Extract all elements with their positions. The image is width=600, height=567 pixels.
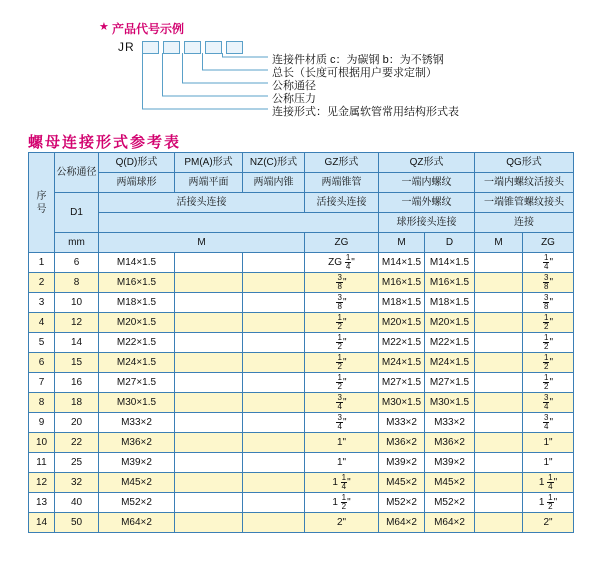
cell-q-form: M27×1.5 xyxy=(99,373,175,393)
cell-pm-form xyxy=(175,353,243,373)
header-qg-form: QG形式 xyxy=(475,153,574,173)
cell-nz-form xyxy=(243,373,305,393)
cell-seq: 6 xyxy=(29,353,55,373)
header-unit-m: M xyxy=(99,233,305,253)
cell-qg-m xyxy=(475,273,523,293)
cell-nz-form xyxy=(243,353,305,373)
callout-connection-type: 连接形式：见金属软管常用结构形式表 xyxy=(272,106,459,118)
table-row xyxy=(29,413,574,433)
cell-q-form: M14×1.5 xyxy=(99,253,175,273)
header-q-sub2: 活接头连接 xyxy=(99,193,305,213)
cell-nz-form xyxy=(243,253,305,273)
cell-gz-form: 1" xyxy=(305,433,379,453)
cell-seq: 14 xyxy=(29,513,55,533)
cell-qz-m: M22×1.5 xyxy=(379,333,425,353)
cell-seq: 12 xyxy=(29,473,55,493)
table-row xyxy=(29,433,574,453)
cell-gz-form: 2" xyxy=(305,513,379,533)
cell-gz-form: $\frac{1}{2}$ " xyxy=(305,373,379,393)
cell-nz-form xyxy=(243,473,305,493)
cell-qg-zg: $\frac{3}{4}$ " xyxy=(523,413,574,433)
page-title: 螺母连接形式参考表 xyxy=(28,134,182,151)
table-row xyxy=(29,373,574,393)
header-nz-sub1: 两端内锥 xyxy=(243,173,305,193)
cell-qz-d: M36×2 xyxy=(425,433,475,453)
cell-qz-m: M14×1.5 xyxy=(379,253,425,273)
header-unit-d: D xyxy=(425,233,475,253)
cell-nominal-diameter: 16 xyxy=(55,373,99,393)
callout-material: 连接件材质 c：为碳钢 b：为不锈钢 xyxy=(272,54,444,66)
nut-connection-reference-table xyxy=(28,152,573,533)
cell-qz-m: M52×2 xyxy=(379,493,425,513)
cell-qg-m xyxy=(475,373,523,393)
header-qg-sub2: 一端锥管螺纹接头 xyxy=(475,193,574,213)
table-body xyxy=(29,253,574,533)
cell-gz-form: $\frac{3}{4}$ " xyxy=(305,413,379,433)
cell-gz-form: 1 $\frac{1}{2}$ " xyxy=(305,493,379,513)
cell-qz-d: M52×2 xyxy=(425,493,475,513)
cell-nominal-diameter: 15 xyxy=(55,353,99,373)
cell-qz-d: M64×2 xyxy=(425,513,475,533)
cell-nominal-diameter: 8 xyxy=(55,273,99,293)
cell-q-form: M64×2 xyxy=(99,513,175,533)
cell-nominal-diameter: 25 xyxy=(55,453,99,473)
header-row-2 xyxy=(29,173,574,193)
cell-nz-form xyxy=(243,313,305,333)
legend-title: 产品代号示例 xyxy=(112,22,185,36)
cell-nominal-diameter: 20 xyxy=(55,413,99,433)
cell-qg-zg: $\frac{3}{4}$ " xyxy=(523,393,574,413)
cell-qg-zg: $\frac{1}{2}$ " xyxy=(523,353,574,373)
cell-qg-m xyxy=(475,433,523,453)
cell-seq: 13 xyxy=(29,493,55,513)
cell-q-form: M22×1.5 xyxy=(99,333,175,353)
cell-qg-m xyxy=(475,253,523,273)
cell-pm-form xyxy=(175,273,243,293)
header-unit-mm: mm xyxy=(55,233,99,253)
cell-qz-d: M14×1.5 xyxy=(425,253,475,273)
cell-qg-m xyxy=(475,413,523,433)
cell-seq: 8 xyxy=(29,393,55,413)
header-unit-m2: M xyxy=(379,233,425,253)
cell-nz-form xyxy=(243,453,305,473)
cell-q-form: M52×2 xyxy=(99,493,175,513)
header-pm-form: PM(A)形式 xyxy=(175,153,243,173)
cell-nominal-diameter: 14 xyxy=(55,333,99,353)
cell-pm-form xyxy=(175,413,243,433)
header-nz-form: NZ(C)形式 xyxy=(243,153,305,173)
header-d1: D1 xyxy=(55,193,99,233)
cell-qz-d: M30×1.5 xyxy=(425,393,475,413)
cell-seq: 7 xyxy=(29,373,55,393)
cell-q-form: M36×2 xyxy=(99,433,175,453)
header-gz-sub2: 活接头连接 xyxy=(305,193,379,213)
cell-pm-form xyxy=(175,473,243,493)
table-row xyxy=(29,253,574,273)
cell-qz-m: M64×2 xyxy=(379,513,425,533)
table-row xyxy=(29,273,574,293)
table-row xyxy=(29,353,574,373)
cell-qg-m xyxy=(475,353,523,373)
header-q-sub1: 两端球形 xyxy=(99,173,175,193)
cell-gz-form: 1" xyxy=(305,453,379,473)
cell-seq: 9 xyxy=(29,413,55,433)
header-qz-sub2: 一端外螺纹 xyxy=(379,193,475,213)
table-row xyxy=(29,473,574,493)
cell-nz-form xyxy=(243,273,305,293)
cell-pm-form xyxy=(175,313,243,333)
data-table xyxy=(28,152,574,533)
cell-nz-form xyxy=(243,393,305,413)
table-row xyxy=(29,453,574,473)
cell-qg-m xyxy=(475,333,523,353)
cell-qg-m xyxy=(475,513,523,533)
cell-gz-form: ZG $\frac{1}{4}$ " xyxy=(305,253,379,273)
cell-qz-m: M20×1.5 xyxy=(379,313,425,333)
cell-gz-form: $\frac{1}{2}$ " xyxy=(305,353,379,373)
product-code-legend xyxy=(0,0,600,128)
cell-nz-form xyxy=(243,433,305,453)
cell-qg-m xyxy=(475,493,523,513)
cell-seq: 1 xyxy=(29,253,55,273)
cell-q-form: M24×1.5 xyxy=(99,353,175,373)
header-qg-sub3: 连接 xyxy=(475,213,574,233)
header-row-4 xyxy=(29,213,574,233)
cell-qz-d: M45×2 xyxy=(425,473,475,493)
header-seq: 序号 xyxy=(29,153,55,253)
cell-pm-form xyxy=(175,433,243,453)
cell-qg-m xyxy=(475,293,523,313)
cell-qz-m: M39×2 xyxy=(379,453,425,473)
cell-qg-m xyxy=(475,393,523,413)
callout-nominal-diameter: 公称通径 xyxy=(272,80,316,92)
cell-pm-form xyxy=(175,293,243,313)
header-row-1 xyxy=(29,153,574,173)
cell-qg-zg: 1 $\frac{1}{4}$ " xyxy=(523,473,574,493)
cell-gz-form: 1 $\frac{1}{4}$ " xyxy=(305,473,379,493)
header-unit-zg: ZG xyxy=(305,233,379,253)
table-row xyxy=(29,513,574,533)
cell-q-form: M20×1.5 xyxy=(99,313,175,333)
cell-nominal-diameter: 32 xyxy=(55,473,99,493)
cell-seq: 2 xyxy=(29,273,55,293)
cell-pm-form xyxy=(175,253,243,273)
cell-qz-d: M33×2 xyxy=(425,413,475,433)
cell-qz-m: M27×1.5 xyxy=(379,373,425,393)
cell-qg-zg: $\frac{1}{2}$ " xyxy=(523,313,574,333)
cell-qg-zg: $\frac{3}{8}$ " xyxy=(523,273,574,293)
cell-nz-form xyxy=(243,333,305,353)
cell-nominal-diameter: 22 xyxy=(55,433,99,453)
cell-qz-d: M27×1.5 xyxy=(425,373,475,393)
cell-qg-zg: 1 $\frac{1}{2}$ " xyxy=(523,493,574,513)
table-row xyxy=(29,293,574,313)
cell-qg-zg: 2" xyxy=(523,513,574,533)
cell-qg-m xyxy=(475,453,523,473)
cell-nominal-diameter: 18 xyxy=(55,393,99,413)
cell-qz-m: M45×2 xyxy=(379,473,425,493)
cell-pm-form xyxy=(175,373,243,393)
cell-q-form: M30×1.5 xyxy=(99,393,175,413)
cell-qg-zg: 1" xyxy=(523,433,574,453)
header-q-form: Q(D)形式 xyxy=(99,153,175,173)
cell-qz-d: M16×1.5 xyxy=(425,273,475,293)
cell-q-form: M39×2 xyxy=(99,453,175,473)
cell-pm-form xyxy=(175,513,243,533)
cell-qg-zg: $\frac{1}{2}$ " xyxy=(523,333,574,353)
cell-qg-m xyxy=(475,313,523,333)
cell-qz-d: M22×1.5 xyxy=(425,333,475,353)
product-code-prefix: JR xyxy=(118,40,135,54)
cell-qz-d: M18×1.5 xyxy=(425,293,475,313)
cell-qg-zg: $\frac{1}{2}$ " xyxy=(523,373,574,393)
cell-seq: 11 xyxy=(29,453,55,473)
cell-qz-d: M24×1.5 xyxy=(425,353,475,373)
cell-seq: 4 xyxy=(29,313,55,333)
cell-pm-form xyxy=(175,393,243,413)
cell-gz-form: $\frac{3}{4}$ " xyxy=(305,393,379,413)
cell-qg-zg: $\frac{3}{8}$ " xyxy=(523,293,574,313)
cell-gz-form: $\frac{3}{8}$ " xyxy=(305,293,379,313)
cell-qz-m: M33×2 xyxy=(379,413,425,433)
header-unit-zg2: ZG xyxy=(523,233,574,253)
cell-qz-m: M24×1.5 xyxy=(379,353,425,373)
cell-qz-d: M20×1.5 xyxy=(425,313,475,333)
header-qz-sub3: 球形接头连接 xyxy=(379,213,475,233)
cell-pm-form xyxy=(175,333,243,353)
header-blank xyxy=(99,213,379,233)
header-row-3 xyxy=(29,193,574,213)
cell-pm-form xyxy=(175,453,243,473)
cell-nominal-diameter: 50 xyxy=(55,513,99,533)
header-qg-sub1: 一端内螺纹活接头 xyxy=(475,173,574,193)
header-unit-m3: M xyxy=(475,233,523,253)
callout-length: 总长（长度可根据用户要求定制） xyxy=(272,67,437,79)
cell-seq: 5 xyxy=(29,333,55,353)
cell-nominal-diameter: 6 xyxy=(55,253,99,273)
table-row xyxy=(29,493,574,513)
cell-gz-form: $\frac{1}{2}$ " xyxy=(305,313,379,333)
star-icon: ★ xyxy=(99,21,109,33)
cell-nz-form xyxy=(243,513,305,533)
cell-seq: 3 xyxy=(29,293,55,313)
cell-qz-m: M36×2 xyxy=(379,433,425,453)
cell-nominal-diameter: 12 xyxy=(55,313,99,333)
cell-nz-form xyxy=(243,493,305,513)
table-row xyxy=(29,333,574,353)
callout-nominal-pressure: 公称压力 xyxy=(272,93,316,105)
cell-nominal-diameter: 40 xyxy=(55,493,99,513)
header-nominal-diameter: 公称通径 xyxy=(55,153,99,193)
header-pm-sub1: 两端平面 xyxy=(175,173,243,193)
cell-q-form: M18×1.5 xyxy=(99,293,175,313)
cell-q-form: M45×2 xyxy=(99,473,175,493)
cell-seq: 10 xyxy=(29,433,55,453)
cell-qz-m: M16×1.5 xyxy=(379,273,425,293)
cell-q-form: M16×1.5 xyxy=(99,273,175,293)
table-header xyxy=(29,153,574,253)
table-row xyxy=(29,393,574,413)
cell-gz-form: $\frac{3}{8}$ " xyxy=(305,273,379,293)
header-qz-form: QZ形式 xyxy=(379,153,475,173)
cell-qg-m xyxy=(475,473,523,493)
cell-nominal-diameter: 10 xyxy=(55,293,99,313)
cell-qz-m: M18×1.5 xyxy=(379,293,425,313)
cell-nz-form xyxy=(243,293,305,313)
header-row-5 xyxy=(29,233,574,253)
cell-nz-form xyxy=(243,413,305,433)
cell-pm-form xyxy=(175,493,243,513)
cell-qz-m: M30×1.5 xyxy=(379,393,425,413)
cell-qg-zg: $\frac{1}{4}$ " xyxy=(523,253,574,273)
cell-qg-zg: 1" xyxy=(523,453,574,473)
header-gz-form: GZ形式 xyxy=(305,153,379,173)
table-row xyxy=(29,313,574,333)
cell-q-form: M33×2 xyxy=(99,413,175,433)
cell-qz-d: M39×2 xyxy=(425,453,475,473)
header-gz-sub1: 两端锥管 xyxy=(305,173,379,193)
header-qz-sub1: 一端内螺纹 xyxy=(379,173,475,193)
cell-gz-form: $\frac{1}{2}$ " xyxy=(305,333,379,353)
